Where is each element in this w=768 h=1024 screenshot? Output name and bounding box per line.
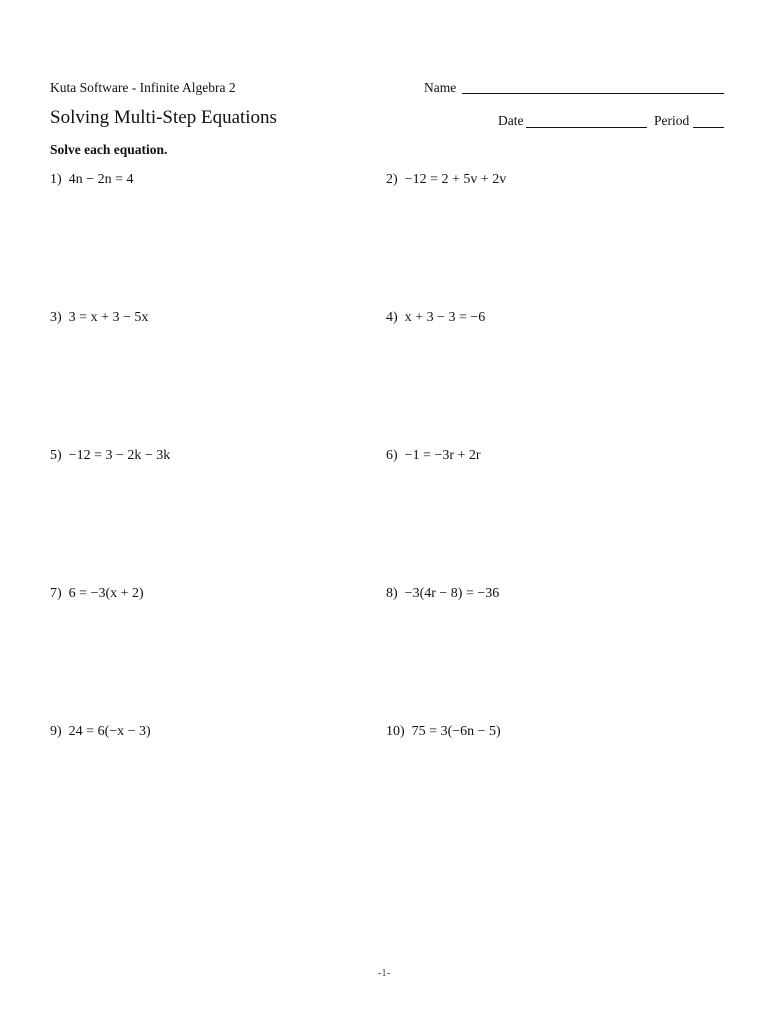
problem-number: 2): [386, 172, 398, 187]
period-blank-line[interactable]: [693, 127, 724, 128]
problem-equation: 3 = x + 3 − 5x: [68, 310, 149, 325]
problem-number: 5): [50, 448, 62, 463]
problem-equation: −3(4r − 8) = −36: [404, 586, 500, 601]
problem-equation: 75 = 3(−6n − 5): [411, 724, 501, 739]
problem-equation: −12 = 3 − 2k − 3k: [68, 448, 171, 463]
problem-number: 6): [386, 448, 398, 463]
name-label: Name: [424, 80, 457, 95]
problem-6: [386, 448, 481, 464]
problem-number: 3): [50, 310, 62, 325]
problem-4: [386, 310, 485, 326]
problem-5: [50, 448, 170, 464]
publisher-label: Kuta Software - Infinite Algebra 2: [50, 80, 236, 95]
problem-equation: −12 = 2 + 5v + 2v: [404, 172, 507, 187]
name-blank-line[interactable]: [462, 93, 724, 94]
page-title: Solving Multi-Step Equations: [50, 107, 277, 128]
problem-10: [386, 724, 501, 740]
problem-1: [50, 172, 133, 188]
period-label: Period: [654, 113, 690, 128]
problem-number: 1): [50, 172, 62, 187]
problem-equation: x + 3 − 3 = −6: [404, 310, 486, 325]
problem-number: 8): [386, 586, 398, 601]
instructions: Solve each equation.: [50, 142, 168, 157]
problem-number: 9): [50, 724, 62, 739]
page-number: -1-: [377, 967, 391, 979]
problem-2: [386, 172, 506, 188]
date-label: Date: [498, 113, 524, 128]
problem-3: [50, 310, 148, 326]
problem-equation: 6 = −3(x + 2): [68, 586, 144, 601]
date-blank-line[interactable]: [526, 127, 647, 128]
problem-equation: 24 = 6(−x − 3): [68, 724, 151, 739]
problem-7: [50, 586, 144, 602]
problem-equation: −1 = −3r + 2r: [404, 448, 481, 463]
problem-number: 7): [50, 586, 62, 601]
problem-number: 4): [386, 310, 398, 325]
problem-number: 10): [386, 724, 405, 739]
problem-equation: 4n − 2n = 4: [68, 172, 134, 187]
problem-8: [386, 586, 499, 602]
problem-9: [50, 724, 151, 740]
